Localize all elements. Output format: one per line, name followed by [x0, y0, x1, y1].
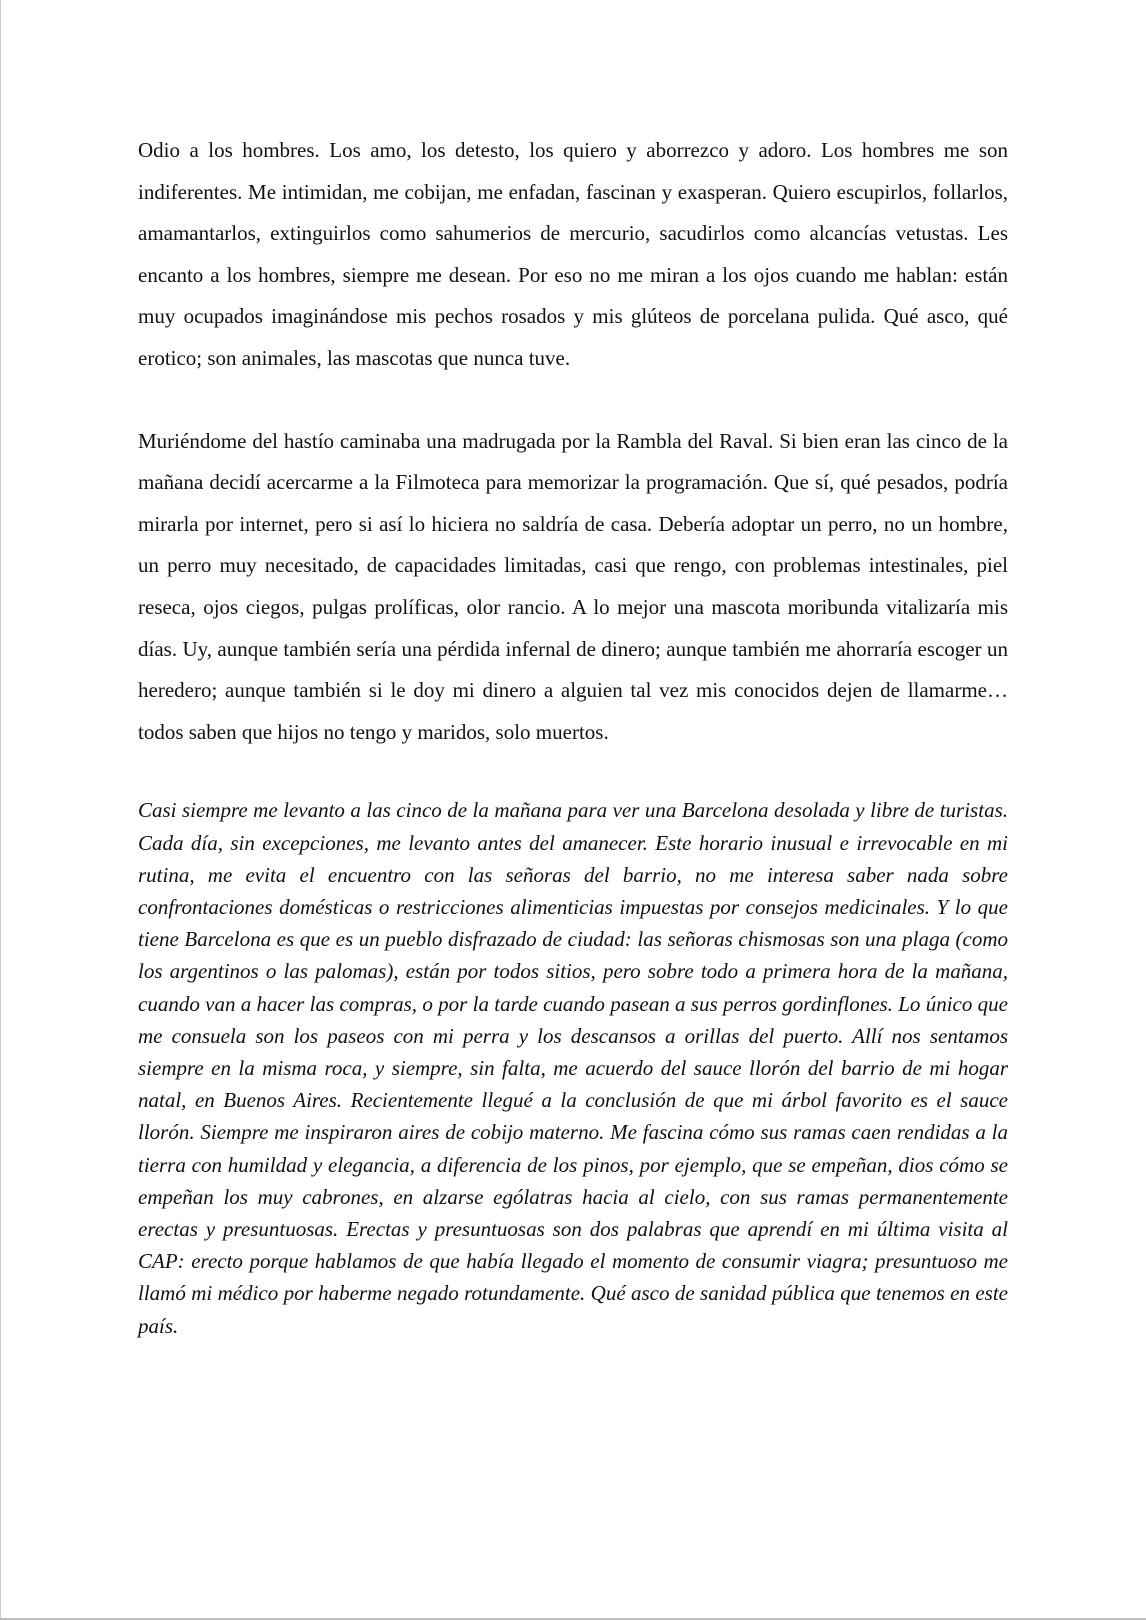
paragraph-3-italic: Casi siempre me levanto a las cinco de la mañana para ver una Barcelona desolada y libre de turistas. Cada día, sin excepciones, me levanto antes del amanecer. Este horario inusual e irrevocable en mi rutina, me evita el encuentro con las señoras del barrio, no me interesa saber nada sobre confrontaciones domésticas o restricciones alimenticias impuestas por consejos medicinales. Y lo que tiene Barcelona es que es un pueblo disfrazado de ciudad: las señoras chismosas son una plaga (como los argentinos o las palomas), están por todos sitios, pero sobre todo a primera hora de la mañana, cuando van a hacer las compras, o por la tarde cuando pasean a sus perros gordinflones. Lo único que me consuela son los paseos con mi perra y los descansos a orillas del puerto. Allí nos sentamos siempre en la misma roca, y siempre, sin falta, me acuerdo del sauce llorón del barrio de mi hogar natal, en Buenos Aires. Recientemente llegué a la conclusión de que mi árbol favorito es el sauce llorón. Siempre me inspiraron aires de cobijo materno. Me fascina cómo sus ramas caen rendidas a la tierra con humildad y elegancia, a diferencia de los pinos, por ejemplo, que se empeñan, dios cómo se empeñan los muy cabrones, en alzarse ególatras hacia al cielo, con sus ramas permanentemente erectas y presuntuosas. Erectas y presuntuosas son dos palabras que aprendí en mi última visita al CAP: erecto porque hablamos de que había llegado el momento de consumir viagra; presuntuoso me llamó mi médico por haberme negado rotundamente. Qué asco de sanidad pública que tenemos en este país.: [138, 798, 1008, 1338]
document-page: [138, 130, 1008, 1342]
paragraph-spacer: [138, 753, 1008, 794]
paragraph-spacer: [138, 380, 1008, 421]
paragraph-1: Odio a los hombres. Los amo, los detesto, los quiero y aborrezco y adoro. Los hombres me son indiferentes. Me intimidan, me cobijan, me enfadan, fascinan y exasperan. Quiero escupirlos, follarlos, amamantarlos, extinguirlos como sahumerios de mercurio, sacudirlos como alcancías vetustas. Les encanto a los hombres, siempre me desean. Por eso no me miran a los ojos cuando me hablan: están muy ocupados imaginándose mis pechos rosados y mis glúteos de porcelana pulida. Qué asco, qué erotico; son animales, las mascotas que nunca tuve.: [138, 138, 1008, 370]
page-left-edge: [0, 0, 1, 1620]
paragraph-2: Muriéndome del hastío caminaba una madrugada por la Rambla del Raval. Si bien eran las cinco de la mañana decidí acercarme a la Filmoteca para memorizar la programación. Que sí, qué pesados, podría mirarla por internet, pero si así lo hiciera no saldría de casa. Debería adoptar un perro, no un hombre, un perro muy necesitado, de capacidades limitadas, casi que rengo, con problemas intestinales, piel reseca, ojos ciegos, pulgas prolíficas, olor rancio. A lo mejor una mascota moribunda vitalizaría mis días. Uy, aunque también sería una pérdida infernal de dinero; aunque también me ahorraría escoger un heredero; aunque también si le doy mi dinero a alguien tal vez mis conocidos dejen de llamarme… todos saben que hijos no tengo y maridos, solo muertos.: [138, 428, 1008, 744]
